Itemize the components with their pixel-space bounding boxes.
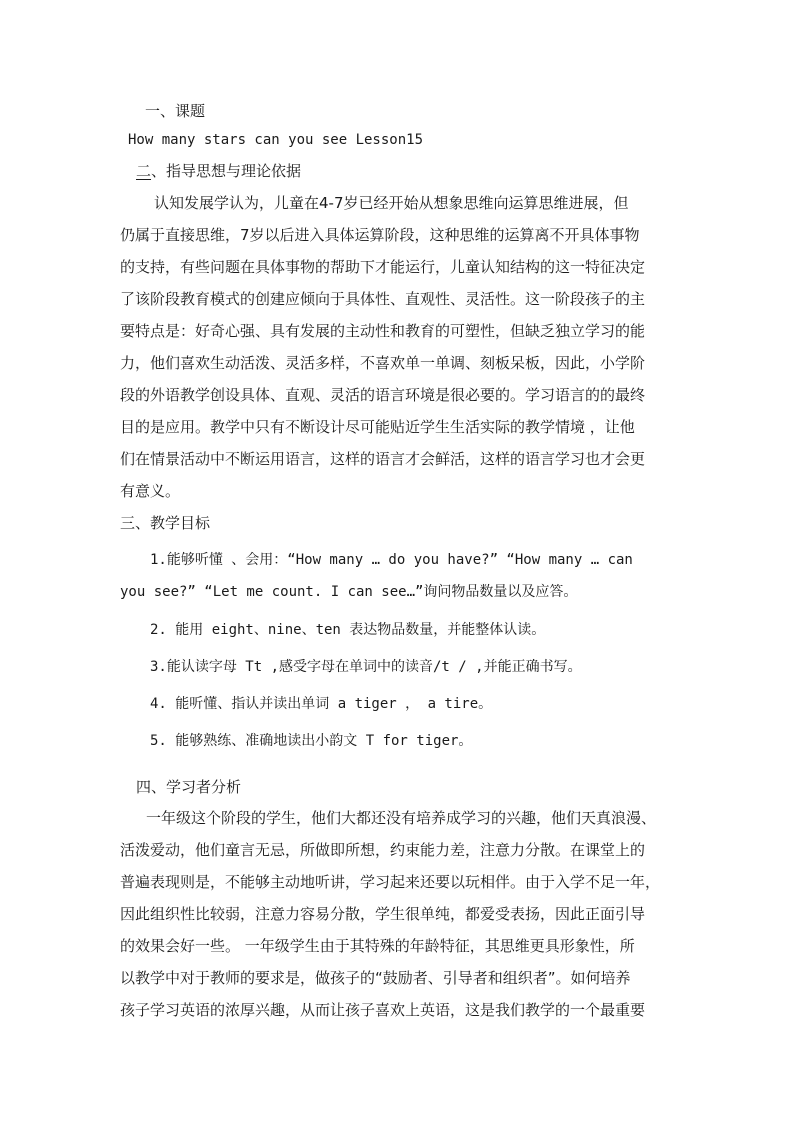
lesson-title: How many stars can you see Lesson15 bbox=[128, 132, 424, 148]
goal-3: 3.能认读字母 Tt ,感受字母在单词中的读音/t / ,并能正确书写。 bbox=[150, 659, 582, 675]
goal-1-line-1: 1.能够听懂 、会用：“How many … do you have?” “How many … can bbox=[150, 552, 633, 568]
goal-5: 5. 能够熟练、准确地读出小韵文 T for tiger。 bbox=[150, 733, 473, 749]
s2-line-5: 要特点是：好奇心强、具有发展的主动性和教育的可塑性，但缺乏独立学习的能 bbox=[120, 322, 646, 340]
goal-2: 2. 能用 eight、nine、ten 表达物品数量，并能整体认读。 bbox=[150, 622, 546, 638]
s2-line-1: 认知发展学认为，儿童在4-7岁已经开始从想象思维向运算思维进展，但 bbox=[154, 194, 629, 212]
s2-line-3: 的支持，有些问题在具体事物的帮助下才能运行，儿童认知结构的这一特征决定 bbox=[120, 258, 646, 276]
s4-line-6: 以教学中对于教师的要求是，做孩子的“鼓励者、引导者和组织者”。如何培养 bbox=[120, 969, 631, 987]
s2-line-9: 们在情景活动中不断运用语言，这样的语言才会鲜活，这样的语言学习也才会更 bbox=[120, 450, 646, 468]
goal-4: 4. 能听懂、指认并读出单词 a tiger ， a tire。 bbox=[150, 696, 493, 712]
section-3-heading: 三、教学目标 bbox=[120, 514, 211, 532]
s4-line-5: 的效果会好一些。 一年级学生由于其特殊的年龄特征，其思维更具形象性，所 bbox=[120, 937, 635, 955]
s2-line-7: 段的外语教学创设具体、直观、灵活的语言环境是很必要的。学习语言的的最终 bbox=[120, 386, 646, 404]
section-4-heading: 四、学习者分析 bbox=[136, 778, 242, 796]
s4-line-7: 孩子学习英语的浓厚兴趣，从而让孩子喜欢上英语，这是我们教学的一个最重要 bbox=[120, 1001, 646, 1019]
s4-line-4: 因此组织性比较弱，注意力容易分散，学生很单纯，都爱受表扬，因此正面引导 bbox=[120, 905, 646, 923]
section-2-heading bbox=[136, 161, 301, 181]
section-1-heading: 一、课题 bbox=[145, 102, 206, 120]
s2-line-6: 力，他们喜欢生动活泼、灵活多样，不喜欢单一单调、刻板呆板，因此，小学阶 bbox=[120, 354, 646, 372]
s2-line-2: 仍属于直接思维，7岁以后进入具体运算阶段，这种思维的运算离不开具体事物 bbox=[120, 226, 640, 244]
s4-line-1: 一年级这个阶段的学生，他们大都还没有培养成学习的兴趣，他们天真浪漫、 bbox=[146, 809, 657, 827]
section-2-heading-prefix: 二 bbox=[136, 162, 152, 180]
s4-line-2: 活泼爱动，他们童言无忌，所做即所想，约束能力差，注意力分散。在课堂上的 bbox=[120, 841, 646, 859]
s2-line-4: 了该阶段教育模式的创建应倾向于具体性、直观性、灵活性。这一阶段孩子的主 bbox=[120, 290, 646, 308]
s2-line-8: 目的是应用。教学中只有不断设计尽可能贴近学生生活实际的教学情境 ，让他 bbox=[120, 418, 635, 436]
goal-1-line-2: you see?” “Let me count. I can see…”询问物品数量以及应答。 bbox=[120, 584, 578, 600]
section-2-heading-rest: 、指导思想与理论依据 bbox=[151, 162, 302, 180]
s4-line-3: 普遍表现则是，不能够主动地听讲，学习起来还要以玩相伴。由于入学不足一年， bbox=[120, 873, 661, 891]
s2-line-10: 有意义。 bbox=[120, 482, 181, 500]
